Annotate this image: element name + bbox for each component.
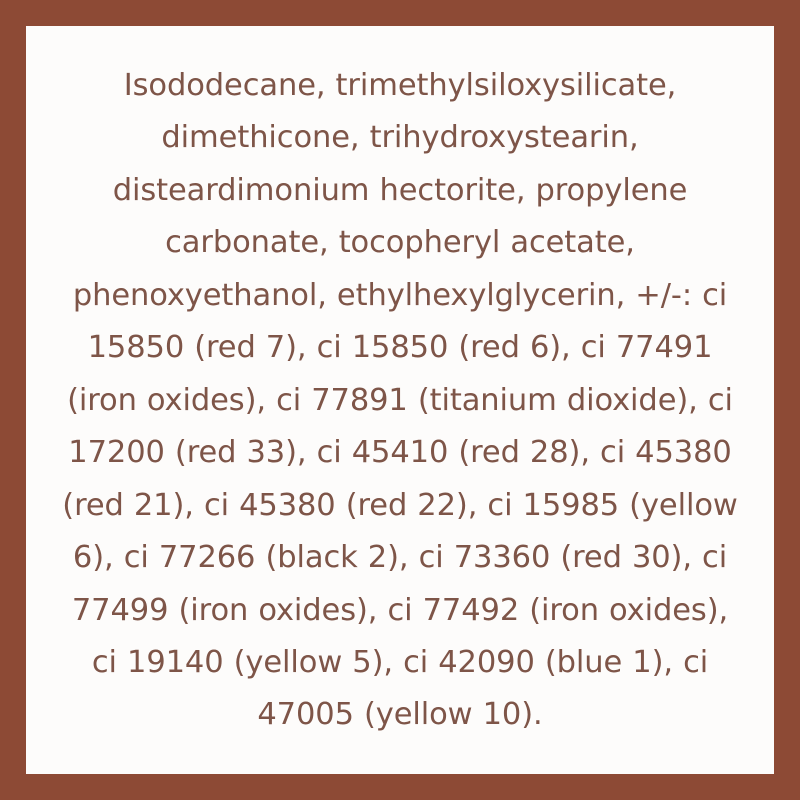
ingredients-text: Isododecane, trimethylsiloxysilicate, dimethicone, trihydroxystearin, disteardimonium hectorite, propylene carbonate, tocopheryl acetate, phenoxyethanol, ethylhexylglycerin, +/-: ci 15850 (red 7), ci 15850 (red 6), ci 77491 (iron oxides), ci 77891 (titanium dioxide), ci 17200 (red 33), ci 45410 (red 28), ci 45380 (red 21), ci 45380 (red 22), ci 15985 (yellow 6), ci 77266 (black 2), ci 73360 (red 30), ci 77499 (iron oxides), ci 77492 (iron oxides), ci 19140 (yellow 5), ci 42090 (blue 1), ci 47005 (yellow 10). (62, 68, 738, 733)
ingredients-panel (26, 26, 774, 774)
